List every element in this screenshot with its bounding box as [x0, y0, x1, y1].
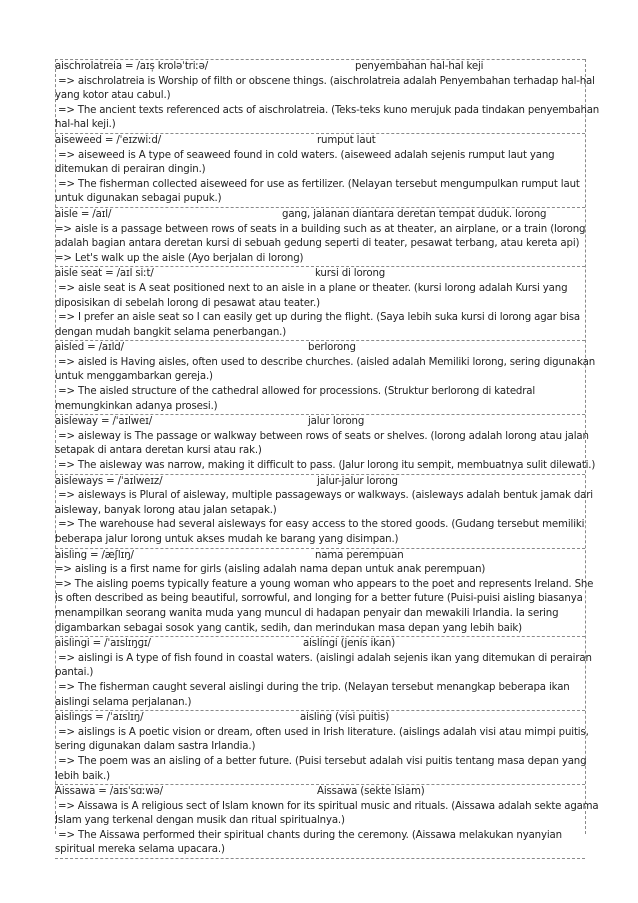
dictionary-entry	[55, 784, 599, 859]
entry-translation: gang, jalanan diantara deretan tempat duduk. lorong	[282, 208, 547, 220]
entry-text-line: => Let's walk up the aisle (Ayo berjalan di lorong)	[55, 252, 304, 264]
entry-text-line: beberapa jalur lorong untuk akses mudah ke barang yang disimpan.)	[55, 534, 399, 545]
entry-term: aisle = /aɪl/	[55, 208, 112, 220]
entry-term: Aissawa = /aɪsˈsɑːwə/	[55, 786, 163, 798]
entry-text-line: sering digunakan dalam sastra Irlandia.)	[55, 741, 256, 753]
entry-text-line: => I prefer an aisle seat so I can easily get up during the flight. (Saya lebih suka kursi di lorong agar bisa	[55, 312, 581, 324]
entry-term: aisleway = /ˈaɪlweɪ/	[55, 416, 153, 428]
entry-text-line: => aischrolatreia is Worship of filth or obscene things. (aischrolatreia adalah Penyembahan terhadap hal-hal	[55, 75, 595, 87]
entry-text-line: yang kotor atau cabul.)	[55, 90, 171, 102]
entry-text-line: menampilkan seorang wanita muda yang muncul di hadapan penyair dan mewakili Irlandia. Ia sering	[55, 607, 559, 619]
entry-text-line: adalah bagian antara deretan kursi di sebuah gedung seperti di teater, pesawat terbang, atau kereta api)	[55, 238, 580, 250]
entry-text-line: untuk menggambarkan gereja.)	[55, 371, 213, 383]
entry-text-line: digambarkan sebagai sosok yang cantik, sedih, dan merindukan masa depan yang lebih baik)	[55, 622, 522, 634]
entry-translation: jalur-jalur lorong	[317, 475, 398, 487]
entry-text-line: pantai.)	[55, 667, 94, 679]
entry-text-line: => aislings is A poetic vision or dream, often used in Irish literature. (aislings adalah visi atau mimpi puitis,	[55, 726, 589, 738]
entry-text-line: => The aisling poems typically feature a young woman who appears to the poet and represents Ireland. She	[55, 578, 594, 590]
dictionary-entry	[55, 340, 595, 414]
entry-text-line: => aislingi is A type of fish found in coastal waters. (aislingi adalah sejenis ikan yang ditemukan di perairan	[55, 652, 592, 664]
entry-text-line: aislingi selama perjalanan.)	[55, 696, 192, 708]
entry-text-line: => The fisherman caught several aislingi during the trip. (Nelayan tersebut menangkap beberapa ikan	[55, 681, 570, 693]
entry-text-line: setapak di antara deretan kursi atau rak.)	[55, 445, 262, 457]
entry-text-line: => The warehouse had several aisleways for easy access to the stored goods. (Gudang tersebut memiliki	[55, 519, 585, 531]
entry-text-line: => The aisled structure of the cathedral allowed for processions. (Struktur berlorong di katedral	[55, 386, 536, 398]
entry-header	[55, 267, 585, 282]
entry-translation: aisling (visi puitis)	[300, 712, 390, 724]
dictionary-entry	[55, 474, 593, 548]
entry-header	[55, 208, 585, 223]
entry-header	[55, 785, 585, 800]
entry-header	[55, 60, 585, 75]
entry-header	[55, 134, 585, 149]
entry-text-line: => The aisleway was narrow, making it difficult to pass. (Jalur lorong itu sempit, membuatnya sulit dilewati.)	[55, 460, 596, 472]
entry-text-line: => aisle is a passage between rows of seats in a building such as at theater, an airplane, or a train (lorong	[55, 223, 586, 235]
entry-header	[55, 415, 585, 430]
dictionary-entry	[55, 710, 589, 784]
entry-text-line: diposisikan di sebelah lorong di pesawat atau teater.)	[55, 297, 320, 309]
entry-text-line: => Aissawa is A religious sect of Islam known for its spiritual music and rituals. (Aissawa adalah sekte agama	[55, 800, 599, 812]
entry-header	[55, 341, 585, 356]
entry-header	[55, 711, 585, 726]
dictionary-entry	[55, 207, 585, 266]
entry-text-line: untuk digunakan sebagai pupuk.)	[55, 193, 222, 205]
entry-term: aislingi = /ˈaɪslɪŋɡɪ/	[55, 638, 151, 650]
entry-text-line: hal-hal keji.)	[55, 119, 116, 131]
dictionary-entry	[55, 266, 585, 340]
entry-translation: berlorong	[308, 342, 356, 354]
dictionary-page	[55, 59, 600, 859]
dictionary-entry	[55, 636, 592, 710]
entry-text-line: => The Aissawa performed their spiritual chants during the ceremony. (Aissawa melakukan nyanyian	[55, 829, 562, 841]
entry-text-line: => aisleways is Plural of aisleway, multiple passageways or walkways. (aisleways adalah bentuk jamak dari	[55, 490, 593, 502]
entry-term: aisling = /æʃlɪŋ/	[55, 549, 134, 561]
entry-text-line: Islam yang terkenal dengan musik dan ritual spiritualnya.)	[55, 815, 345, 827]
entry-translation: jalur lorong	[308, 416, 365, 428]
entry-term: aiseweed = /ˈeɪzwiːd/	[55, 134, 161, 146]
entry-header	[55, 549, 585, 564]
dictionary-entry	[55, 133, 585, 207]
entry-text-line: => aiseweed is A type of seaweed found in cold waters. (aiseweed adalah sejenis rumput laut yang	[55, 149, 555, 161]
entry-text-line: => aisleway is The passage or walkway between rows of seats or shelves. (lorong adalah lorong atau jalan	[55, 430, 589, 442]
entry-text-line: => The poem was an aisling of a better future. (Puisi tersebut adalah visi puitis tentang masa depan yang	[55, 755, 587, 767]
entry-term: aisled = /aɪld/	[55, 342, 124, 354]
entry-text-line: aisleway, banyak lorong atau jalan setapak.)	[55, 504, 277, 516]
entry-text-line: => The fisherman collected aiseweed for use as fertilizer. (Nelayan tersebut mengumpulkan rumput laut	[55, 178, 580, 190]
entry-header	[55, 475, 585, 490]
entry-translation: penyembahan hal-hal keji	[355, 61, 484, 72]
entry-term: aischrolatreia = /aɪs̩ kroləˈtriːə/	[55, 61, 209, 72]
entry-translation: Aissawa (sekte Islam)	[317, 786, 425, 798]
entry-text-line: spiritual mereka selama upacara.)	[55, 844, 225, 856]
entry-header	[55, 637, 585, 652]
dictionary-entry	[55, 548, 594, 637]
entry-text-line: memungkinkan adanya prosesi.)	[55, 400, 218, 412]
entry-translation: aislingi (jenis ikan)	[303, 638, 396, 650]
entry-text-line: dengan mudah bangkit selama penerbangan.)	[55, 326, 287, 338]
entry-term: aislings = /ˈaɪslɪŋ/	[55, 712, 144, 724]
entry-text-line: ditemukan di perairan dingin.)	[55, 164, 206, 176]
entry-text-line: => The ancient texts referenced acts of aischrolatreia. (Teks-teks kuno merujuk pada tindakan penyembahan	[55, 104, 600, 116]
entry-text-line: => aisled is Having aisles, often used to describe churches. (aisled adalah Memiliki lorong, sering digunakan	[55, 356, 595, 368]
entry-translation: rumput laut	[317, 134, 376, 146]
entry-term: aisle seat = /aɪl siːt/	[55, 268, 154, 280]
entry-translation: kursi di lorong	[315, 268, 386, 280]
page-border-right	[585, 59, 586, 834]
entry-text-line: => aisle seat is A seat positioned next to an aisle in a plane or theater. (kursi lorong adalah Kursi yang	[55, 282, 568, 294]
entry-text-line: lebih baik.)	[55, 770, 110, 782]
entry-text-line: => aisling is a first name for girls (aisling adalah nama depan untuk anak perempuan)	[55, 564, 486, 576]
entry-text-line: is often described as being beautiful, sorrowful, and longing for a better future (Puisi-puisi aisling biasanya	[55, 593, 583, 605]
entry-translation: nama perempuan	[315, 549, 404, 561]
entry-term: aisleways = /ˈaɪlweɪz/	[55, 475, 163, 487]
dictionary-entry	[55, 59, 600, 133]
dictionary-entry	[55, 414, 596, 473]
